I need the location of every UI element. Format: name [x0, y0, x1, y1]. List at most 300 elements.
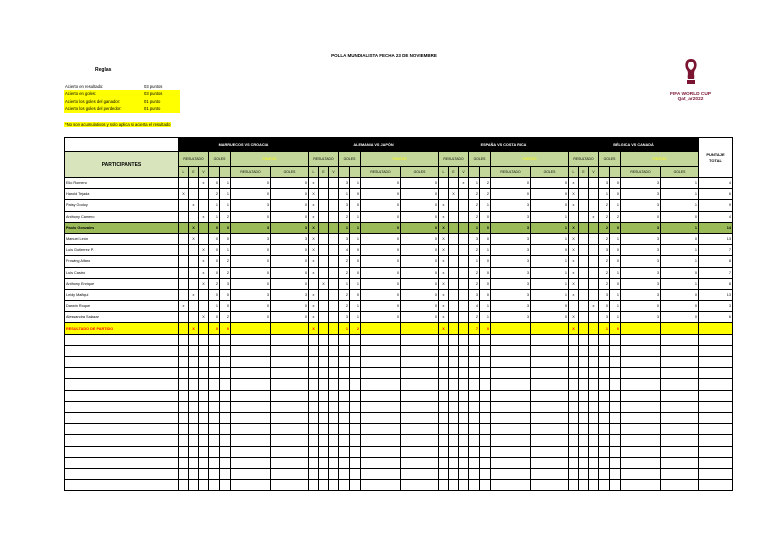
empty-cell: [480, 379, 491, 390]
score-cell: 0: [209, 245, 220, 256]
score-cell: 0: [480, 278, 491, 289]
empty-cell: [401, 368, 439, 379]
empty-cell: [491, 345, 531, 356]
empty-cell: [199, 480, 209, 491]
result-cell: [579, 323, 589, 334]
empty-row: [65, 390, 733, 401]
empty-cell: [361, 412, 401, 423]
score-cell: 0: [401, 289, 439, 300]
empty-cell: [220, 446, 231, 457]
empty-cell: [531, 401, 569, 412]
score-cell: 1: [350, 301, 361, 312]
score-cell: 0: [209, 233, 220, 244]
result-cell: 2: [350, 323, 361, 334]
participant-name: Patsy Godoy: [65, 200, 179, 211]
empty-cell: [459, 368, 469, 379]
score-cell: [459, 200, 469, 211]
empty-cell: [610, 412, 621, 423]
score-cell: 1: [610, 312, 621, 323]
score-cell: [199, 301, 209, 312]
score-cell: [329, 211, 339, 222]
score-cell: 0: [231, 245, 271, 256]
score-cell: 3: [339, 178, 350, 189]
empty-cell: [491, 334, 531, 345]
score-cell: [189, 312, 199, 323]
empty-cell: [579, 480, 589, 491]
empty-cell: [199, 379, 209, 390]
empty-cell: [439, 379, 449, 390]
empty-cell: [449, 390, 459, 401]
score-cell: [449, 211, 459, 222]
score-cell: 3: [339, 312, 350, 323]
empty-cell: [350, 457, 361, 468]
empty-cell: [189, 480, 199, 491]
score-cell: x: [439, 211, 449, 222]
score-cell: x: [589, 211, 599, 222]
empty-cell: [480, 334, 491, 345]
empty-cell: [231, 368, 271, 379]
empty-cell: [661, 480, 699, 491]
empty-cell: [220, 390, 231, 401]
score-cell: X: [439, 233, 449, 244]
total-cell: 4: [699, 211, 733, 222]
sheet-title: POLLA MUNDIALISTA FECHA 23 DE NOVIEMBRE: [331, 53, 437, 58]
total-cell: 9: [699, 200, 733, 211]
empty-cell: [589, 345, 599, 356]
score-cell: [329, 245, 339, 256]
score-cell: 0: [401, 200, 439, 211]
participantes-header: PARTICIPANTES: [65, 152, 179, 178]
goles-header: GOLES: [469, 152, 491, 167]
empty-cell: [610, 379, 621, 390]
empty-cell: [339, 457, 350, 468]
empty-cell: [621, 424, 661, 435]
empty-cell: [361, 468, 401, 479]
table-row: [65, 211, 733, 222]
empty-cell: [401, 468, 439, 479]
score-cell: 2: [599, 222, 610, 233]
score-cell: 1: [531, 222, 569, 233]
score-cell: 0: [361, 189, 401, 200]
score-cell: [179, 289, 189, 300]
empty-cell: [231, 424, 271, 435]
empty-cell: [579, 334, 589, 345]
puntos-header: PUNTOS: [231, 152, 309, 167]
empty-cell: [569, 468, 579, 479]
score-cell: 3: [491, 267, 531, 278]
table-row: [65, 178, 733, 189]
table-row: [65, 301, 733, 312]
result-cell: 7: [469, 323, 480, 334]
empty-cell: [199, 345, 209, 356]
empty-cell: [209, 401, 220, 412]
score-cell: [579, 267, 589, 278]
score-cell: 1: [350, 233, 361, 244]
empty-cell: [65, 446, 179, 457]
empty-cell: [699, 446, 733, 457]
score-cell: 3: [599, 312, 610, 323]
empty-cell: [459, 390, 469, 401]
result-cell: [401, 323, 439, 334]
goles-header: GOLES: [209, 152, 231, 167]
score-cell: [319, 289, 329, 300]
score-cell: [579, 256, 589, 267]
empty-cell: [309, 345, 319, 356]
score-cell: X: [319, 278, 329, 289]
col-goles: GOLES: [271, 167, 309, 178]
result-cell: [329, 323, 339, 334]
score-cell: 3: [621, 245, 661, 256]
empty-cell: [621, 412, 661, 423]
score-cell: [589, 233, 599, 244]
score-cell: [459, 256, 469, 267]
empty-cell: [621, 368, 661, 379]
table-row: [65, 200, 733, 211]
score-cell: 0: [661, 233, 699, 244]
score-cell: 2: [339, 256, 350, 267]
score-cell: [329, 312, 339, 323]
score-cell: x: [199, 178, 209, 189]
empty-cell: [199, 435, 209, 446]
empty-cell: [199, 368, 209, 379]
score-cell: 1: [480, 312, 491, 323]
empty-cell: [449, 334, 459, 345]
empty-cell: [469, 457, 480, 468]
empty-cell: [599, 468, 610, 479]
result-cell: [449, 323, 459, 334]
score-cell: 4: [339, 245, 350, 256]
empty-cell: [579, 401, 589, 412]
score-cell: 1: [531, 233, 569, 244]
empty-cell: [589, 368, 599, 379]
score-cell: 0: [401, 267, 439, 278]
empty-cell: [569, 334, 579, 345]
score-cell: [449, 178, 459, 189]
score-cell: 0: [531, 312, 569, 323]
empty-cell: [401, 390, 439, 401]
participant-name: Anthony Enrique: [65, 278, 179, 289]
empty-row: [65, 457, 733, 468]
empty-cell: [459, 334, 469, 345]
empty-cell: [491, 480, 531, 491]
score-cell: 2: [339, 211, 350, 222]
score-cell: [199, 233, 209, 244]
score-cell: 1: [661, 178, 699, 189]
table-row: [65, 222, 733, 233]
score-cell: 1: [661, 278, 699, 289]
empty-cell: [65, 345, 179, 356]
empty-cell: [231, 480, 271, 491]
score-cell: 0: [401, 245, 439, 256]
empty-cell: [531, 412, 569, 423]
score-cell: 1: [610, 301, 621, 312]
score-cell: [569, 301, 579, 312]
empty-cell: [439, 435, 449, 446]
empty-cell: [179, 446, 189, 457]
empty-cell: [531, 446, 569, 457]
table-row: [65, 256, 733, 267]
score-cell: x: [309, 312, 319, 323]
score-cell: 3: [220, 278, 231, 289]
score-cell: [449, 200, 459, 211]
score-cell: 0: [231, 256, 271, 267]
score-cell: [449, 233, 459, 244]
score-cell: 0: [610, 256, 621, 267]
score-cell: 3: [469, 289, 480, 300]
empty-cell: [480, 480, 491, 491]
empty-cell: [350, 390, 361, 401]
col-l: L: [179, 167, 189, 178]
score-cell: [179, 178, 189, 189]
empty-cell: [531, 368, 569, 379]
empty-cell: [271, 435, 309, 446]
score-cell: 0: [661, 301, 699, 312]
empty-cell: [189, 345, 199, 356]
empty-cell: [599, 457, 610, 468]
empty-cell: [65, 412, 179, 423]
empty-cell: [579, 468, 589, 479]
score-cell: 3: [621, 278, 661, 289]
score-cell: X: [199, 312, 209, 323]
empty-cell: [579, 368, 589, 379]
empty-cell: [350, 446, 361, 457]
score-cell: [589, 189, 599, 200]
empty-cell: [271, 401, 309, 412]
empty-cell: [589, 334, 599, 345]
empty-cell: [309, 446, 319, 457]
empty-cell: [179, 357, 189, 368]
score-cell: [189, 301, 199, 312]
score-cell: 3: [621, 233, 661, 244]
total-cell: 7: [699, 245, 733, 256]
empty-cell: [361, 368, 401, 379]
empty-cell: [189, 401, 199, 412]
empty-cell: [309, 468, 319, 479]
empty-row: [65, 480, 733, 491]
empty-cell: [699, 457, 733, 468]
score-cell: [329, 256, 339, 267]
score-cell: X: [569, 233, 579, 244]
score-cell: 0: [271, 278, 309, 289]
score-cell: [179, 267, 189, 278]
score-cell: 1: [220, 200, 231, 211]
empty-cell: [339, 357, 350, 368]
col-e: E: [189, 167, 199, 178]
empty-cell: [480, 401, 491, 412]
score-cell: 3: [339, 200, 350, 211]
logo-line2: Qat_ar2022: [677, 97, 704, 102]
empty-cell: [361, 457, 401, 468]
empty-cell: [401, 345, 439, 356]
score-cell: 3: [621, 312, 661, 323]
score-cell: 3: [491, 245, 531, 256]
empty-cell: [199, 446, 209, 457]
score-cell: 1: [469, 256, 480, 267]
empty-cell: [199, 390, 209, 401]
empty-cell: [189, 357, 199, 368]
empty-cell: [339, 390, 350, 401]
empty-cell: [350, 412, 361, 423]
empty-cell: [599, 334, 610, 345]
empty-cell: [329, 401, 339, 412]
table-row: [65, 233, 733, 244]
col-g2: [350, 167, 361, 178]
empty-cell: [661, 412, 699, 423]
empty-cell: [231, 446, 271, 457]
empty-cell: [449, 412, 459, 423]
empty-cell: [459, 412, 469, 423]
result-cell: 0: [209, 323, 220, 334]
rule-item: [64, 105, 180, 112]
result-cell: 1: [599, 323, 610, 334]
empty-cell: [610, 401, 621, 412]
empty-cell: [621, 468, 661, 479]
empty-cell: [350, 468, 361, 479]
empty-cell: [401, 334, 439, 345]
score-cell: [589, 278, 599, 289]
empty-cell: [209, 457, 220, 468]
empty-cell: [189, 446, 199, 457]
result-cell: [459, 323, 469, 334]
empty-cell: [569, 345, 579, 356]
score-cell: 1: [350, 222, 361, 233]
empty-cell: [531, 468, 569, 479]
empty-cell: [220, 368, 231, 379]
empty-cell: [610, 480, 621, 491]
score-cell: 1: [220, 178, 231, 189]
score-cell: x: [569, 267, 579, 278]
empty-cell: [350, 435, 361, 446]
empty-cell: [589, 480, 599, 491]
score-cell: [179, 256, 189, 267]
empty-cell: [401, 424, 439, 435]
empty-cell: [179, 334, 189, 345]
score-cell: 0: [531, 189, 569, 200]
score-cell: 3: [491, 301, 531, 312]
score-cell: 2: [339, 267, 350, 278]
empty-cell: [329, 435, 339, 446]
empty-cell: [329, 345, 339, 356]
table-row: [65, 189, 733, 200]
empty-cell: [449, 424, 459, 435]
result-cell: [621, 323, 661, 334]
empty-cell: [439, 357, 449, 368]
empty-cell: [610, 424, 621, 435]
score-cell: [329, 222, 339, 233]
empty-cell: [361, 390, 401, 401]
score-cell: 1: [599, 189, 610, 200]
empty-cell: [339, 379, 350, 390]
empty-cell: [319, 334, 329, 345]
score-cell: [319, 222, 329, 233]
rules-heading: Reglas: [95, 67, 112, 73]
empty-cell: [199, 468, 209, 479]
empty-cell: [329, 412, 339, 423]
score-cell: 1: [220, 245, 231, 256]
empty-row: [65, 468, 733, 479]
empty-cell: [480, 424, 491, 435]
empty-cell: [65, 334, 179, 345]
empty-cell: [579, 379, 589, 390]
result-cell: 0: [610, 323, 621, 334]
score-cell: x: [439, 301, 449, 312]
empty-cell: [459, 357, 469, 368]
total-cell: 7: [699, 267, 733, 278]
score-cell: [589, 178, 599, 189]
empty-cell: [329, 390, 339, 401]
empty-cell: [661, 345, 699, 356]
score-cell: 1: [661, 200, 699, 211]
resultado-header: RESULTADO: [179, 152, 209, 167]
score-cell: X: [439, 222, 449, 233]
empty-cell: [569, 446, 579, 457]
result-cell: [491, 323, 531, 334]
empty-cell: [469, 390, 480, 401]
result-cell: [661, 323, 699, 334]
table-row: [65, 267, 733, 278]
empty-cell: [350, 345, 361, 356]
empty-cell: [401, 357, 439, 368]
participant-name: Harold Tejada: [65, 189, 179, 200]
empty-cell: [189, 368, 199, 379]
empty-cell: [439, 457, 449, 468]
match-header: ALEMANIA VS JAPÓN: [309, 138, 439, 152]
score-cell: 2: [220, 267, 231, 278]
empty-cell: [209, 412, 220, 423]
empty-cell: [599, 357, 610, 368]
total-cell: 13: [699, 289, 733, 300]
score-cell: 0: [361, 233, 401, 244]
col-g2: [480, 167, 491, 178]
empty-cell: [589, 424, 599, 435]
empty-cell: [179, 468, 189, 479]
empty-cell: [339, 424, 350, 435]
score-cell: 0: [361, 200, 401, 211]
empty-cell: [319, 401, 329, 412]
result-cell: [231, 323, 271, 334]
score-cell: [449, 301, 459, 312]
col-v: V: [199, 167, 209, 178]
score-cell: 1: [350, 178, 361, 189]
empty-cell: [610, 357, 621, 368]
score-cell: 3: [621, 222, 661, 233]
empty-cell: [329, 357, 339, 368]
score-cell: [589, 256, 599, 267]
result-cell: 1: [339, 323, 350, 334]
score-cell: [319, 301, 329, 312]
table-row: [65, 278, 733, 289]
empty-cell: [469, 435, 480, 446]
empty-cell: [661, 435, 699, 446]
empty-cell: [579, 412, 589, 423]
score-cell: 0: [220, 301, 231, 312]
empty-cell: [439, 424, 449, 435]
rule-label: Acierto en goles:: [64, 90, 143, 97]
empty-cell: [661, 368, 699, 379]
rule-item: [64, 83, 180, 90]
resultado-header: RESULTADO: [439, 152, 469, 167]
col-goles: GOLES: [401, 167, 439, 178]
empty-cell: [209, 424, 220, 435]
score-cell: [589, 289, 599, 300]
empty-cell: [531, 390, 569, 401]
score-cell: 0: [350, 189, 361, 200]
empty-cell: [480, 345, 491, 356]
score-cell: 0: [361, 211, 401, 222]
empty-cell: [65, 368, 179, 379]
empty-cell: [209, 379, 220, 390]
score-cell: x: [309, 211, 319, 222]
